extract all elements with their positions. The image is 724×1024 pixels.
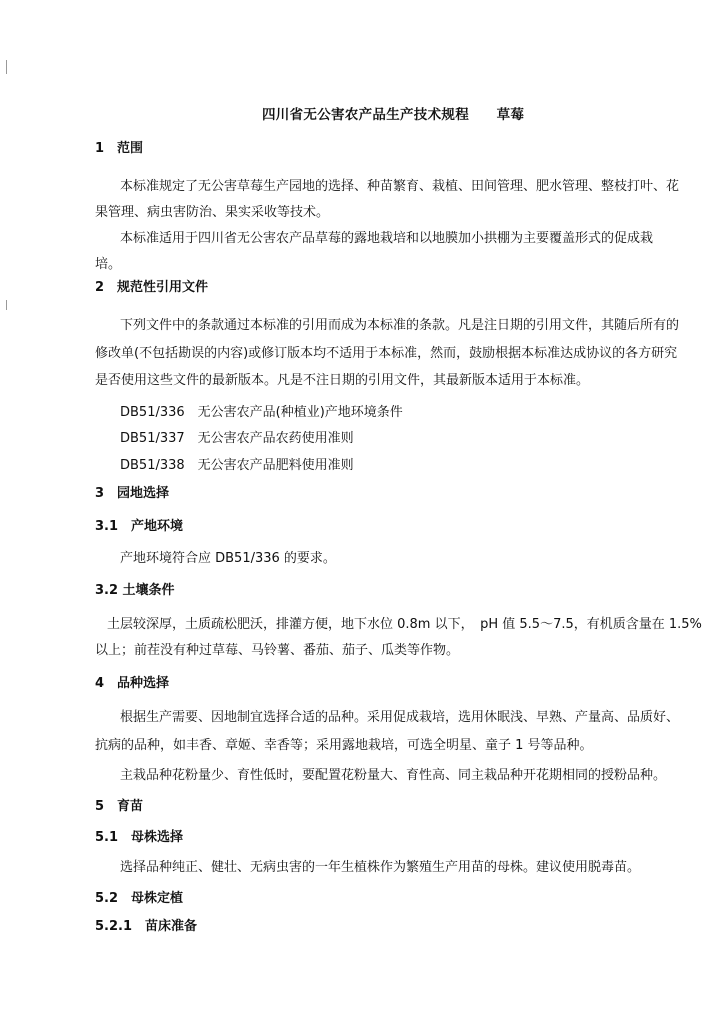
scan-edge-mark xyxy=(6,300,7,310)
reference-item: DB51/338 无公害农产品肥料使用准则 xyxy=(120,458,354,473)
paragraph-line: 下列文件中的条款通过本标准的引用而成为本标准的条款。凡是注日期的引用文件，其随后所有的 xyxy=(120,318,680,333)
subsection-heading-5-1: 5.1 母株选择 xyxy=(95,830,184,845)
subsection-heading-3-2: 3.2 土壤条件 xyxy=(95,583,175,598)
section-heading-5: 5 育苗 xyxy=(95,799,144,814)
reference-item: DB51/336 无公害农产品(种植业)产地环境条件 xyxy=(120,405,403,420)
document-title: 四川省无公害农产品生产技术规程 草莓 xyxy=(262,107,525,123)
paragraph-line: 选择品种纯正、健壮、无病虫害的一年生植株作为繁殖生产用苗的母株。建议使用脱毒苗。 xyxy=(120,860,641,875)
subsection-heading-5-2-1: 5.2.1 苗床准备 xyxy=(95,919,198,934)
paragraph-line: 本标准规定了无公害草莓生产园地的选择、种苗繁育、栽植、田间管理、肥水管理、整枝打叶、花 xyxy=(120,179,680,194)
subsection-heading-3-1: 3.1 产地环境 xyxy=(95,519,184,534)
paragraph-line: 产地环境符合应 DB51/336 的要求。 xyxy=(120,551,336,566)
scan-edge-mark xyxy=(6,60,7,74)
paragraph-line: 本标准适用于四川省无公害农产品草莓的露地栽培和以地膜加小拱棚为主要覆盖形式的促成栽 xyxy=(120,231,654,246)
paragraph-line: 抗病的品种，如丰香、章姬、幸香等；采用露地栽培，可选全明星、童子 1 号等品种。 xyxy=(95,738,593,753)
subsection-heading-5-2: 5.2 母株定植 xyxy=(95,891,184,906)
paragraph-line: 根据生产需要、因地制宜选择合适的品种。采用促成栽培，选用休眠浅、早熟、产量高、品质好、 xyxy=(120,710,680,725)
paragraph-line: 果管理、病虫害防治、果实采收等技术。 xyxy=(95,205,330,220)
paragraph-line: 是否使用这些文件的最新版本。凡是不注日期的引用文件，其最新版本适用于本标准。 xyxy=(95,373,590,388)
section-heading-2: 2 规范性引用文件 xyxy=(95,280,209,295)
paragraph-line: 培。 xyxy=(95,257,122,272)
section-heading-4: 4 品种选择 xyxy=(95,676,170,691)
reference-item: DB51/337 无公害农产品农药使用准则 xyxy=(120,431,354,446)
paragraph-line: 主栽品种花粉量少、育性低时，要配置花粉量大、育性高、同主栽品种开花期相同的授粉品种。 xyxy=(120,768,667,783)
section-heading-1: 1 范围 xyxy=(95,141,144,156)
paragraph-line: 土层较深厚，土质疏松肥沃，排灌方便，地下水位 0.8m 以下， pH 值 5.5～7.5，有机质含量在 1.5% xyxy=(107,617,702,632)
section-heading-3: 3 园地选择 xyxy=(95,486,170,501)
paragraph-line: 修改单(不包括勘误的内容)或修订版本均不适用于本标准，然而，鼓励根据本标准达成协议的各方研究 xyxy=(95,346,678,361)
paragraph-line: 以上；前茬没有种过草莓、马铃薯、番茄、茄子、瓜类等作物。 xyxy=(95,643,460,658)
